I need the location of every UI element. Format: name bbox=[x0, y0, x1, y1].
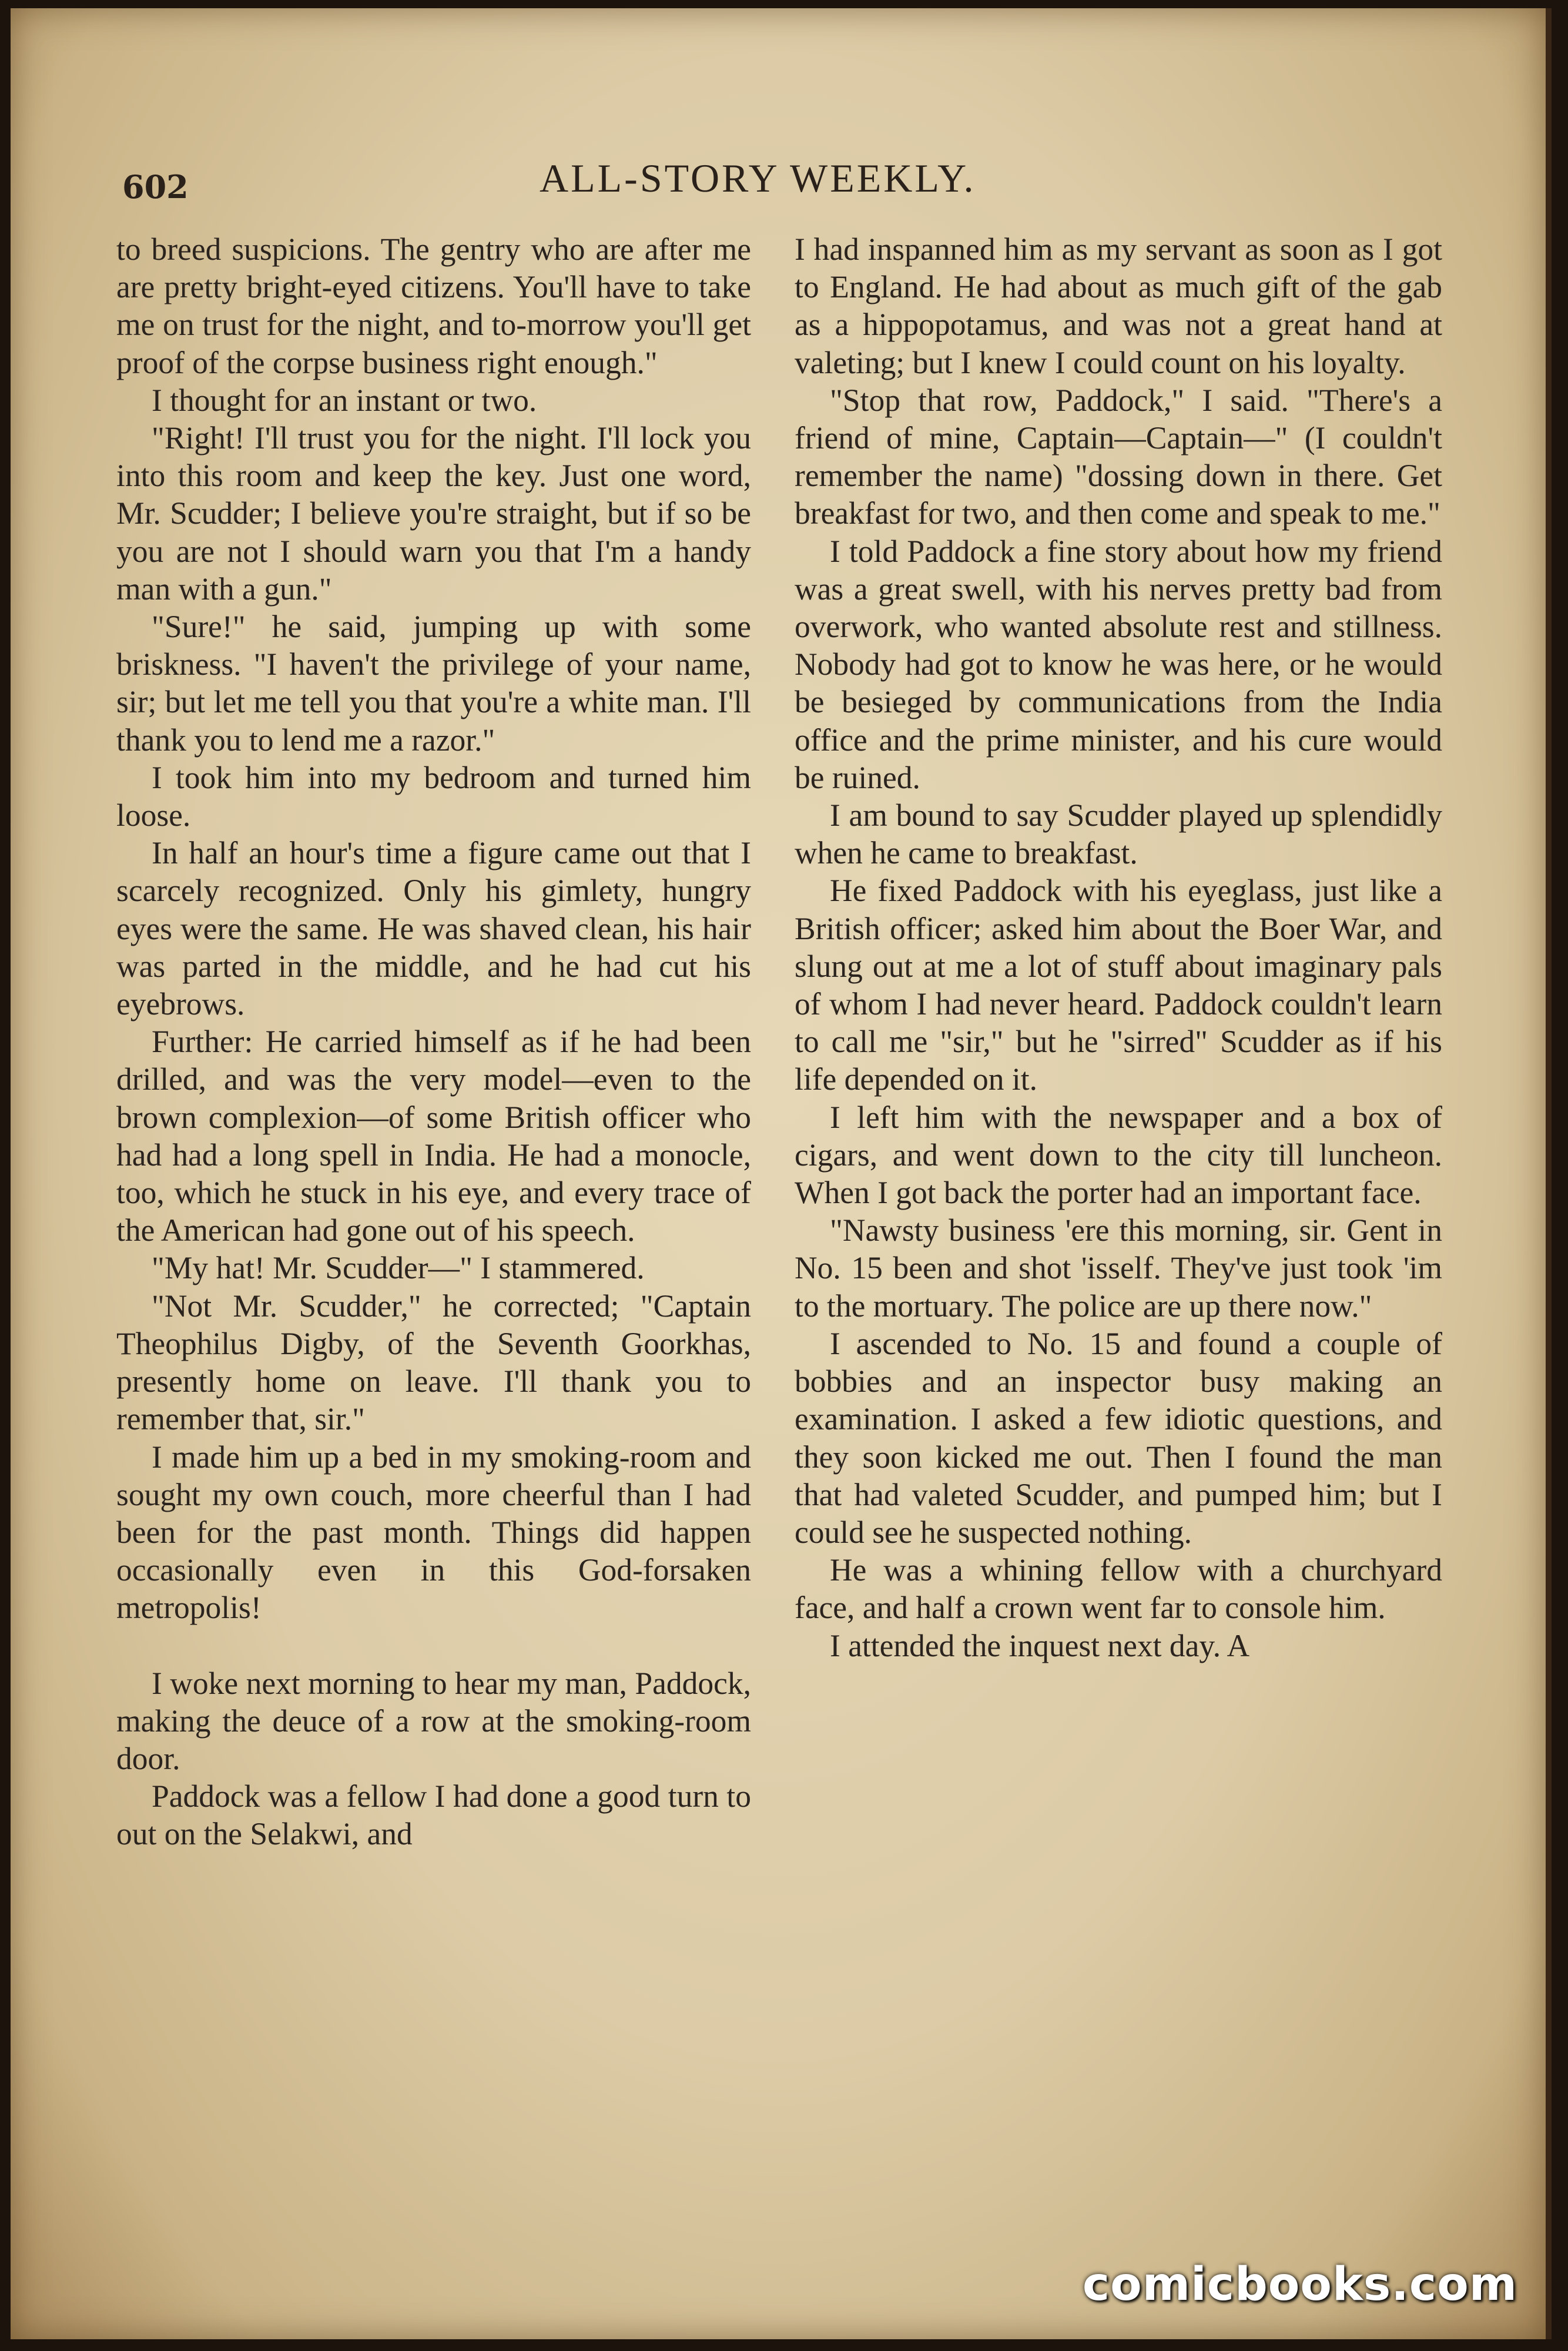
page-number: 602 bbox=[122, 168, 189, 206]
paragraph: Further: He carried himself as if he had been drilled, and was the very model—even to the brown complexion—of some British officer who had had a long spell in India. He had a monocle, too, which he stuck in his eye, and every trace of the American had gone out of his speech. bbox=[116, 1024, 751, 1248]
paragraph: I woke next morning to hear my man, Paddock, making the deuce of a row at the smoking-room door. bbox=[116, 1665, 751, 1776]
paragraph: In half an hour's time a figure came out that I scarcely recognized. Only his gimlety, hungry eyes were the same. He was shaved clean, his hair was parted in the middle, and he had cut his eyebrows. bbox=[116, 835, 751, 1022]
left-column bbox=[116, 230, 751, 1853]
paragraph: I made him up a bed in my smoking-room and sought my own couch, more cheerful than I had been for the past month. Things did happen occasionally even in this God-forsaken metropolis! bbox=[116, 1439, 751, 1626]
paragraph: I had inspanned him as my servant as soon as I got to England. He had about as much gift of the gab as a hippopotamus, and was not a great hand at valeting; but I knew I could count on his loyalty. bbox=[795, 232, 1442, 380]
running-title: ALL-STORY WEEKLY. bbox=[540, 156, 976, 200]
paragraph: "Not Mr. Scudder," he corrected; "Captain Theophilus Digby, of the Seventh Goorkhas, presently home on leave. I'll thank you to remember that, sir." bbox=[116, 1288, 751, 1437]
paragraph: I attended the inquest next day. A bbox=[830, 1627, 1250, 1663]
paragraph: I ascended to No. 15 and found a couple of bobbies and an inspector busy making an examination. I asked a few idiotic questions, and they soon kicked me out. Then I found the man that had valeted Scudder, and pumped him; but I could see he suspected nothing. bbox=[795, 1325, 1442, 1550]
magazine-page bbox=[11, 8, 1552, 2339]
paragraph: He fixed Paddock with his eyeglass, just like a British officer; asked him about the Boer War, and slung out at me a lot of stuff about imaginary pals of whom I had never heard. Paddock couldn't learn to call me "sir," but he "sirred" Scudder as if his life depended on it. bbox=[795, 873, 1442, 1097]
paragraph: "Stop that row, Paddock," I said. "There's a friend of mine, Captain—Captain—" (I couldn't remember the name) "dossing down in there. Get breakfast for two, and then come and speak to me." bbox=[795, 382, 1442, 531]
paragraph: "My hat! Mr. Scudder—" I stammered. bbox=[152, 1250, 645, 1286]
paragraph: "Nawsty business 'ere this morning, sir. Gent in No. 15 been and shot 'isself. They've just took 'im to the mortuary. The police are up there now." bbox=[795, 1213, 1442, 1324]
paragraph: I left him with the newspaper and a box of cigars, and went down to the city till luncheon. When I got back the porter had an important face. bbox=[795, 1099, 1442, 1211]
paragraph: "Right! I'll trust you for the night. I'll lock you into this room and keep the key. Just one word, Mr. Scudder; I believe you're straight, but if so be you are not I should warn you that I'm a handy man with a gun." bbox=[116, 420, 751, 607]
paragraph: "Sure!" he said, jumping up with some briskness. "I haven't the privilege of your name, sir; but let me tell you that you're a white man. I'll thank you to lend me a razor." bbox=[116, 609, 751, 758]
paragraph: to breed suspicions. The gentry who are after me are pretty bright-eyed citizens. You'll have to take me on trust for the night, and to-morrow you'll get proof of the corpse business right enough." bbox=[116, 232, 751, 380]
paragraph: I took him into my bedroom and turned him loose. bbox=[116, 759, 751, 833]
paragraph: I am bound to say Scudder played up splendidly when he came to breakfast. bbox=[795, 798, 1442, 871]
paragraph: I thought for an instant or two. bbox=[152, 382, 537, 418]
paragraph: Paddock was a fellow I had done a good turn to out on the Selakwi, and bbox=[116, 1779, 751, 1852]
paragraph: I told Paddock a fine story about how my friend was a great swell, with his nerves pretty bad from overwork, who wanted absolute rest and stillness. Nobody had got to know he was here, or he would be besieged by communications from the India office and the prime minister, and his cure would be ruined. bbox=[795, 533, 1442, 795]
watermark: comicbooks.com bbox=[1082, 2258, 1517, 2311]
paragraph: He was a whining fellow with a churchyard face, and half a crown went far to console him. bbox=[795, 1552, 1442, 1626]
right-column bbox=[795, 230, 1442, 1665]
